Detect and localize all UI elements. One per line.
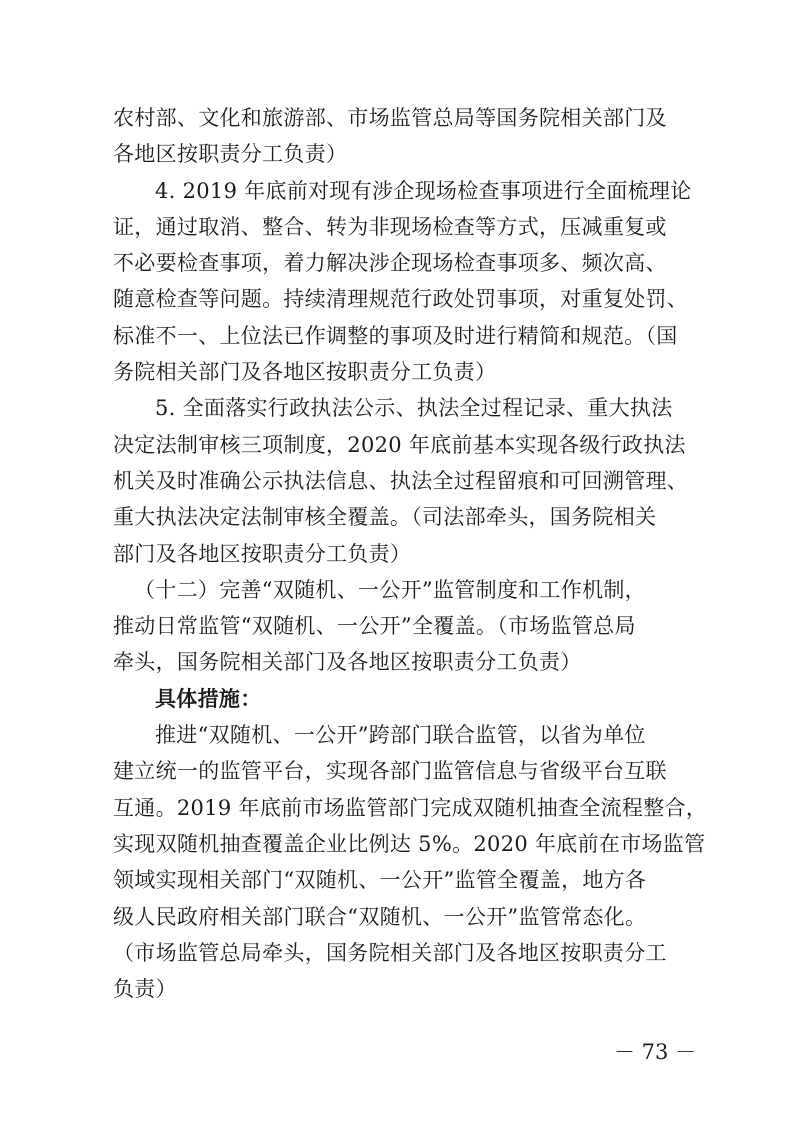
text-line: 实现双随机抽查覆盖企业比例达 5%。2020 年底前在市场监管	[113, 831, 706, 856]
text-line: 领域实现相关部门“双随机、一公开”监管全覆盖，地方各	[113, 868, 647, 893]
measures-heading: 具体措施：	[155, 686, 262, 711]
text-line: 负责）	[113, 977, 177, 1002]
text-line: （市场监管总局牵头，国务院相关部门及各地区按职责分工	[113, 940, 667, 965]
text-line: 决定法制审核三项制度，2020 年底前基本实现各级行政执法	[113, 432, 686, 457]
text-line: 随意检查等问题。持续清理规范行政处罚事项，对重复处罚、	[113, 287, 689, 312]
text-line: 互通。2019 年底前市场监管部门完成双随机抽查全流程整合，	[113, 795, 708, 820]
text-line: 不必要检查事项，着力解决涉企现场检查事项多、频次高、	[113, 251, 667, 276]
text-line: 机关及时准确公示执法信息、执法全过程留痕和可回溯管理、	[113, 468, 689, 493]
text-line: 建立统一的监管平台，实现各部门监管信息与省级平台互联	[113, 759, 667, 784]
text-line: 务院相关部门及各地区按职责分工负责）	[113, 360, 497, 385]
document-body	[113, 100, 708, 1007]
text-line: 部门及各地区按职责分工负责）	[113, 541, 412, 566]
measures-first-line: 推进“双随机、一公开”跨部门联合监管，以省为单位	[155, 723, 646, 748]
text-line: 重大执法决定法制审核全覆盖。（司法部牵头，国务院相关	[113, 505, 657, 530]
text-line: 证，通过取消、整合、转为非现场检查等方式，压减重复或	[113, 214, 667, 239]
page-number: － 73 －	[614, 1040, 697, 1064]
section-12-line: 牵头，国务院相关部门及各地区按职责分工负责）	[113, 650, 582, 675]
text-line: 级人民政府相关部门联合“双随机、一公开”监管常态化。	[113, 904, 647, 929]
section-12-line: 推动日常监管“双随机、一公开”全覆盖。（市场监管总局	[113, 614, 636, 639]
text-line: 标准不一、上位法已作调整的事项及时进行精简和规范。（国	[113, 323, 678, 348]
text-line: 农村部、文化和旅游部、市场监管总局等国务院相关部门及	[113, 106, 667, 130]
section-12-heading: （十二）完善“双随机、一公开”监管制度和工作机制，	[134, 577, 646, 602]
item-4-line: 4. 2019 年底前对现有涉企现场检查事项进行全面梳理论	[155, 178, 692, 203]
text-line: 各地区按职责分工负责）	[113, 142, 348, 167]
item-5-line: 5. 全面落实行政执法公示、执法全过程记录、重大执法	[155, 396, 673, 421]
